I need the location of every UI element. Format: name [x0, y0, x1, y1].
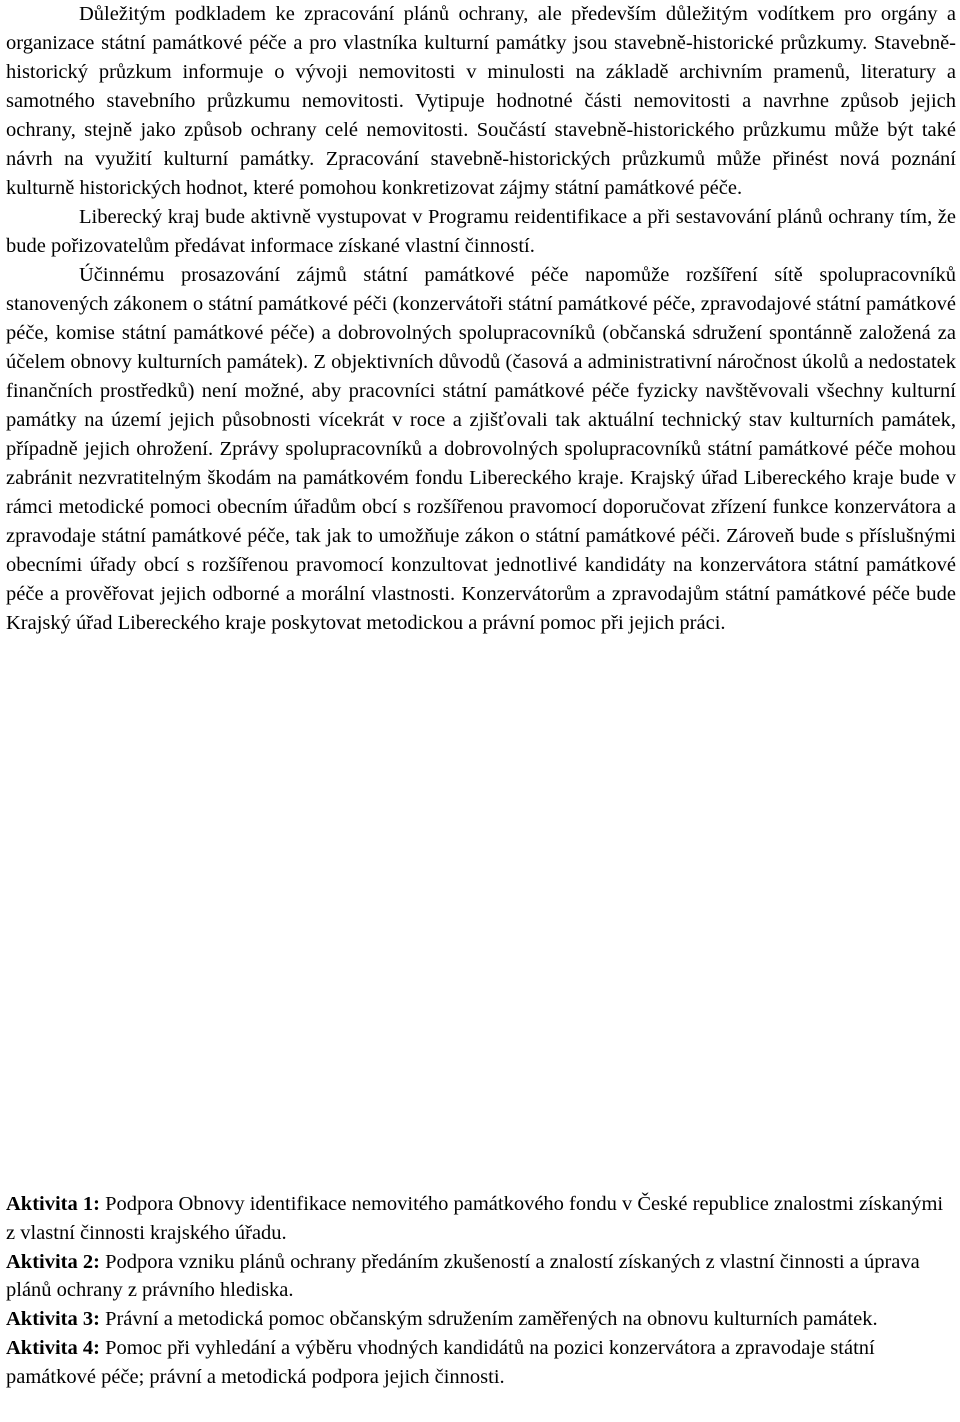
body-text	[6, 0, 956, 638]
activity-item	[6, 1190, 956, 1248]
activity-text: Pomoc při vyhledání a výběru vhodných kandidátů na pozici konzervátora a zpravodaje státní památkové péče; právní a metodická podpora jejich činnosti.	[6, 1336, 875, 1388]
activity-item	[6, 1305, 956, 1334]
paragraph-liberec-region: Liberecký kraj bude aktivně vystupovat v Programu reidentifikace a při sestavování plánů ochrany tím, že bude pořizovatelům předávat informace získané vlastní činností.	[6, 206, 956, 257]
activity-text: Právní a metodická pomoc občanským sdružením zaměřených na obnovu kulturních památek.	[99, 1308, 878, 1331]
activity-text: Podpora Obnovy identifikace nemovitého památkového fondu v České republice znalostmi získanými z vlastní činnosti krajského úřadu.	[6, 1193, 944, 1244]
paragraph-cooperators: Účinnému prosazování zájmů státní památkové péče napomůže rozšíření sítě spolupracovníků stanovených zákonem o státní památkové péči (konzervátoři státní památkové péče, zpravodajové státní památkové péče, komise státní památkové péče) a dobrovolných spolupracovníků (občanská sdružení spontánně založená za účelem obnovy kulturních památek). Z objektivních důvodů (časová a administrativní náročnost úkolů a nedostatek finančních prostředků) není možné, aby pracovníci státní památkové péče fyzicky navštěvovali všechny kulturní památky na území jejich působnosti vícekrát v roce a zjišťovali tak aktuální technický stav kulturních památek, případně jejich ohrožení. Zprávy spolupracovníků a dobrovolných spolupracovníků státní památkové péče mohou zabránit nezvratitelným škodám na památkovém fondu Libereckého kraje. Krajský úřad Libereckého kraje bude v rámci metodické pomoci obecním úřadům obcí s rozšířenou pravomocí doporučovat zřízení funkce konzervátora a zpravodaje státní památkové péče, tak jak to umožňuje zákon o státní památkové péči. Zároveň bude s příslušnými obecními úřady obcí s rozšířenou pravomocí konzultovat jednotlivé kandidáty na konzervátora státní památkové péče a prověřovat jejich odborné a morální vlastnosti. Konzervátorům a zpravodajům státní památkové péče bude Krajský úřad Libereckého kraje poskytovat metodickou a právní pomoc při jejich práci.	[6, 264, 956, 634]
activity-text: Podpora vzniku plánů ochrany předáním zkušeností a znalostí získaných z vlastní činnosti a úprava plánů ochrany z právního hlediska.	[6, 1250, 920, 1302]
activity-label: Aktivita 4:	[6, 1336, 100, 1359]
activity-item	[6, 1248, 956, 1306]
paragraph-historic-surveys: Důležitým podkladem ke zpracování plánů ochrany, ale především důležitým vodítkem pro orgány a organizace státní památkové péče a pro vlastníka kulturní památky jsou stavebně-historické průzkumy. Stavebně-historický průzkum informuje o vývoji nemovitosti v minulosti na základě archivním pramenů, literatury a samotného stavebního průzkumu nemovitosti. Vytipuje hodnotné části nemovitosti a navrhne způsob jejich ochrany, stejně jako způsob ochrany celé nemovitosti. Součástí stavebně-historického průzkumu může být také návrh na využití kulturní památky. Zpracování stavebně-historických průzkumů může přinést nová poznání kulturně historických hodnot, které pomohou konkretizovat zájmy státní památkové péče.	[6, 3, 956, 199]
activity-label: Aktivita 1:	[6, 1193, 100, 1215]
activities-list	[6, 1190, 956, 1392]
activity-label: Aktivita 2:	[6, 1250, 100, 1273]
activity-item	[6, 1334, 956, 1392]
activity-label: Aktivita 3:	[6, 1308, 100, 1331]
